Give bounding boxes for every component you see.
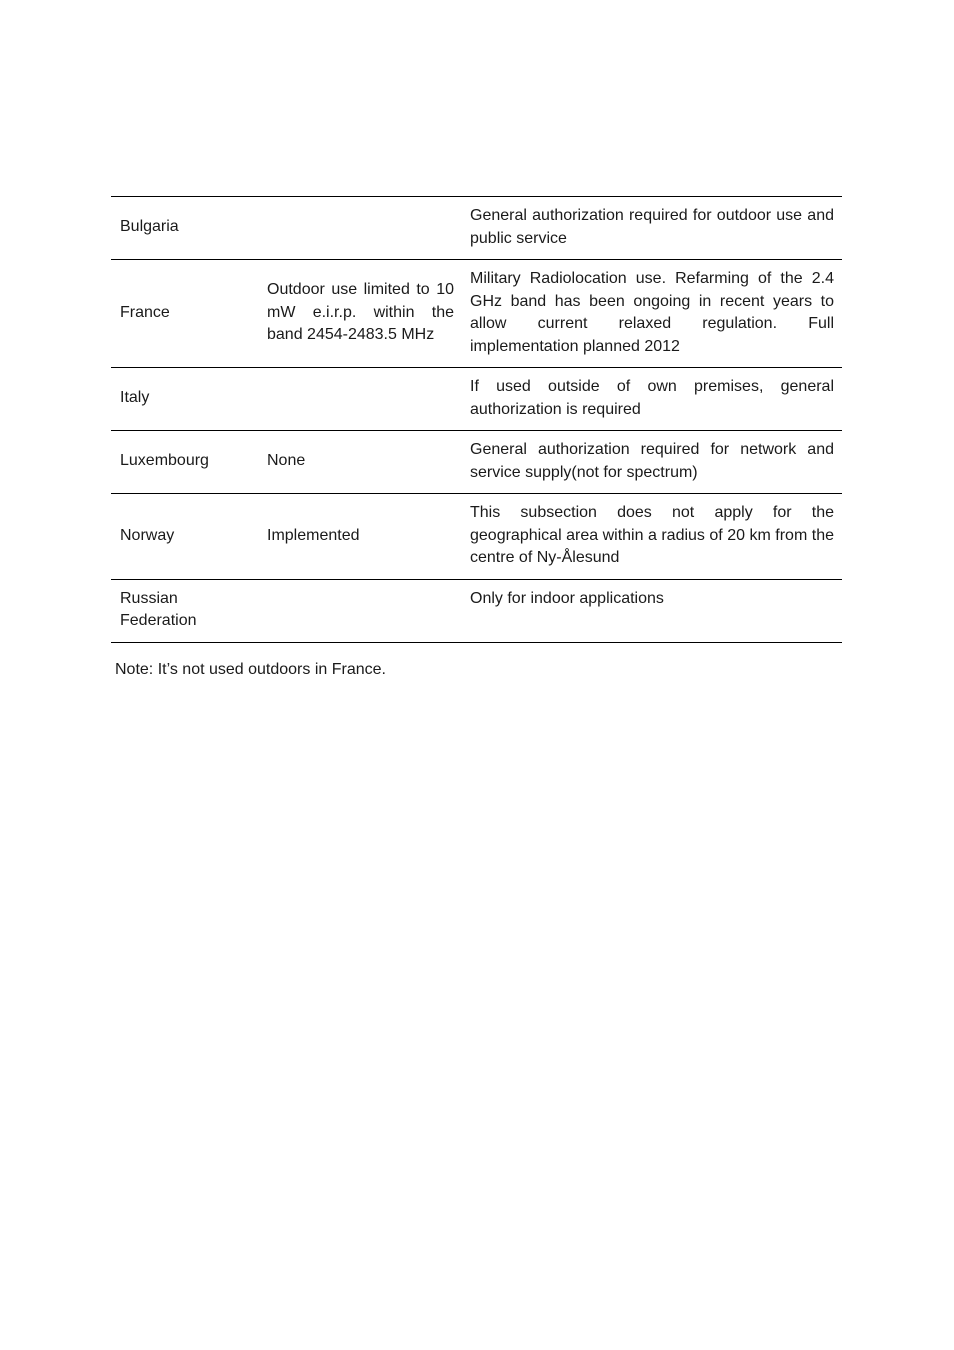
country-cell: France bbox=[120, 303, 170, 321]
country-cell: Italy bbox=[120, 389, 150, 407]
table-row bbox=[111, 431, 842, 494]
country-cell: Russian Federation bbox=[120, 589, 197, 629]
restriction-cell bbox=[259, 197, 462, 260]
country-cell: Luxembourg bbox=[120, 452, 209, 470]
restriction-cell bbox=[259, 579, 462, 642]
restriction-cell: Implemented bbox=[267, 526, 360, 544]
note-cell: If used outside of own premises, general authorization is required bbox=[470, 378, 834, 418]
country-cell: Norway bbox=[120, 526, 175, 544]
restriction-cell bbox=[259, 368, 462, 431]
table-row bbox=[111, 197, 842, 260]
note-cell: General authorization required for outdoor use and public service bbox=[470, 207, 834, 247]
footnote: Note: It’s not used outdoors in France. bbox=[115, 661, 386, 678]
table-row bbox=[111, 260, 842, 368]
country-cell: Bulgaria bbox=[120, 218, 179, 236]
table-row bbox=[111, 368, 842, 431]
note-cell: This subsection does not apply for the geographical area within a radius of 20 km from the centre of Ny-Ålesund bbox=[470, 504, 834, 566]
restriction-cell: None bbox=[267, 452, 306, 470]
regulation-table bbox=[111, 196, 842, 643]
note-cell: Only for indoor applications bbox=[470, 589, 664, 607]
table-row bbox=[111, 579, 842, 642]
restriction-cell: Outdoor use limited to 10 mW e.i.r.p. within the band 2454-2483.5 MHz bbox=[267, 281, 454, 344]
note-cell: Military Radiolocation use. Refarming of the 2.4 GHz band has been ongoing in recent years to allow current relaxed regulation. Full implementation planned 2012 bbox=[470, 270, 834, 355]
table-row bbox=[111, 494, 842, 580]
note-cell: General authorization required for network and service supply(not for spectrum) bbox=[470, 441, 834, 481]
